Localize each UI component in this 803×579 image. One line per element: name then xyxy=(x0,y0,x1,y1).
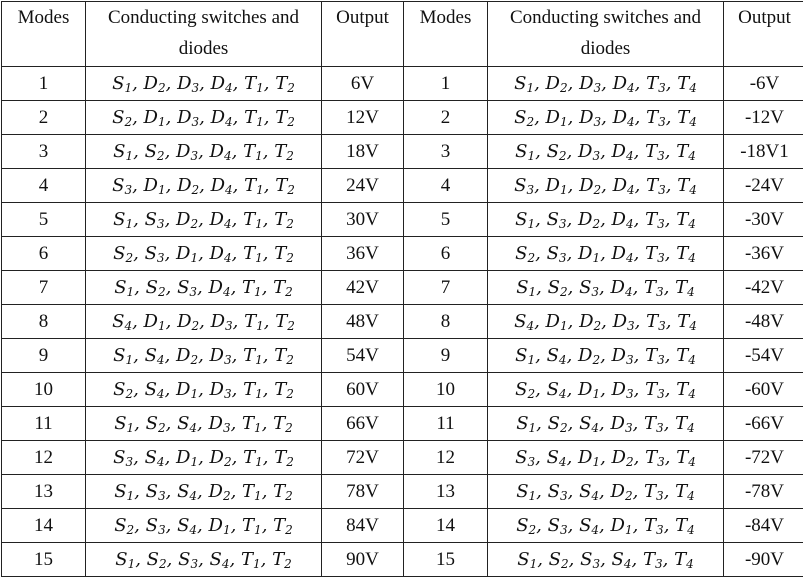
switches-cell-negative: $S_4$, $D_1$, $D_2$, $D_3$, $T_3$, $T_4$ xyxy=(488,305,724,339)
output-cell-positive: 60V xyxy=(322,373,404,407)
table-row xyxy=(2,169,803,203)
table-row xyxy=(2,509,803,543)
switches-cell-positive: $S_1$, $D_2$, $D_3$, $D_4$, $T_1$, $T_2$ xyxy=(86,67,322,101)
table-row xyxy=(2,339,803,373)
mode-cell-negative: 8 xyxy=(404,305,488,339)
table-row xyxy=(2,135,803,169)
switches-cell-negative: $S_1$, $S_4$, $D_2$, $D_3$, $T_3$, $T_4$ xyxy=(488,339,724,373)
switches-cell-positive: $S_1$, $S_4$, $D_2$, $D_3$, $T_1$, $T_2$ xyxy=(86,339,322,373)
mode-cell-negative: 5 xyxy=(404,203,488,237)
output-cell-positive: 6V xyxy=(322,67,404,101)
mode-cell-positive: 5 xyxy=(2,203,86,237)
output-cell-negative: -66V xyxy=(724,407,803,441)
mode-cell-positive: 12 xyxy=(2,441,86,475)
output-cell-negative: -18V1 xyxy=(724,135,803,169)
output-cell-positive: 18V xyxy=(322,135,404,169)
switches-cell-negative: $S_1$, $D_2$, $D_3$, $D_4$, $T_3$, $T_4$ xyxy=(488,67,724,101)
output-cell-negative: -36V xyxy=(724,237,803,271)
output-cell-positive: 36V xyxy=(322,237,404,271)
switches-cell-negative: $S_2$, $S_4$, $D_1$, $D_3$, $T_3$, $T_4$ xyxy=(488,373,724,407)
mode-cell-negative: 10 xyxy=(404,373,488,407)
switches-cell-positive: $S_1$, $S_3$, $S_4$, $D_2$, $T_1$, $T_2$ xyxy=(86,475,322,509)
output-cell-positive: 66V xyxy=(322,407,404,441)
header-modes-negative: Modes xyxy=(404,2,488,67)
switches-cell-positive: $S_1$, $S_2$, $D_3$, $D_4$, $T_1$, $T_2$ xyxy=(86,135,322,169)
switches-cell-positive: $S_2$, $S_3$, $S_4$, $D_1$, $T_1$, $T_2$ xyxy=(86,509,322,543)
mode-cell-positive: 6 xyxy=(2,237,86,271)
mode-cell-positive: 2 xyxy=(2,101,86,135)
header-row xyxy=(2,2,803,67)
switches-cell-positive: $S_1$, $S_3$, $D_2$, $D_4$, $T_1$, $T_2$ xyxy=(86,203,322,237)
output-cell-positive: 48V xyxy=(322,305,404,339)
output-cell-negative: -6V xyxy=(724,67,803,101)
switches-cell-negative: $S_2$, $S_3$, $D_1$, $D_4$, $T_3$, $T_4$ xyxy=(488,237,724,271)
table-row xyxy=(2,67,803,101)
table-row xyxy=(2,543,803,577)
mode-cell-positive: 9 xyxy=(2,339,86,373)
switches-cell-positive: $S_1$, $S_2$, $S_3$, $S_4$, $T_1$, $T_2$ xyxy=(86,543,322,577)
switches-cell-negative: $S_1$, $S_3$, $S_4$, $D_2$, $T_3$, $T_4$ xyxy=(488,475,724,509)
switches-cell-negative: $S_1$, $S_3$, $D_2$, $D_4$, $T_3$, $T_4$ xyxy=(488,203,724,237)
mode-cell-positive: 11 xyxy=(2,407,86,441)
mode-cell-negative: 3 xyxy=(404,135,488,169)
table-body xyxy=(2,67,803,577)
mode-cell-positive: 4 xyxy=(2,169,86,203)
switches-cell-negative: $S_3$, $S_4$, $D_1$, $D_2$, $T_3$, $T_4$ xyxy=(488,441,724,475)
table-row xyxy=(2,475,803,509)
output-cell-negative: -84V xyxy=(724,509,803,543)
switches-cell-positive: $S_3$, $D_1$, $D_2$, $D_4$, $T_1$, $T_2$ xyxy=(86,169,322,203)
output-cell-positive: 42V xyxy=(322,271,404,305)
switches-cell-negative: $S_1$, $S_2$, $S_3$, $D_4$, $T_3$, $T_4$ xyxy=(488,271,724,305)
mode-cell-positive: 7 xyxy=(2,271,86,305)
mode-cell-negative: 14 xyxy=(404,509,488,543)
table-row xyxy=(2,373,803,407)
output-cell-positive: 90V xyxy=(322,543,404,577)
header-output-negative: Output xyxy=(724,2,803,67)
table-row xyxy=(2,441,803,475)
output-cell-positive: 30V xyxy=(322,203,404,237)
table-row xyxy=(2,203,803,237)
output-cell-negative: -30V xyxy=(724,203,803,237)
mode-cell-positive: 14 xyxy=(2,509,86,543)
header-switches-positive: Conducting switches and diodes xyxy=(86,2,322,67)
switches-cell-positive: $S_2$, $D_1$, $D_3$, $D_4$, $T_1$, $T_2$ xyxy=(86,101,322,135)
header-modes-positive: Modes xyxy=(2,2,86,67)
switches-cell-positive: $S_1$, $S_2$, $S_4$, $D_3$, $T_1$, $T_2$ xyxy=(86,407,322,441)
output-cell-positive: 24V xyxy=(322,169,404,203)
switches-cell-negative: $S_1$, $S_2$, $D_3$, $D_4$, $T_3$, $T_4$ xyxy=(488,135,724,169)
output-cell-positive: 54V xyxy=(322,339,404,373)
mode-cell-positive: 13 xyxy=(2,475,86,509)
output-cell-positive: 84V xyxy=(322,509,404,543)
mode-cell-negative: 2 xyxy=(404,101,488,135)
output-cell-positive: 78V xyxy=(322,475,404,509)
table-row xyxy=(2,305,803,339)
switches-cell-positive: $S_4$, $D_1$, $D_2$, $D_3$, $T_1$, $T_2$ xyxy=(86,305,322,339)
mode-cell-negative: 9 xyxy=(404,339,488,373)
mode-cell-positive: 3 xyxy=(2,135,86,169)
header-switches-negative: Conducting switches and diodes xyxy=(488,2,724,67)
mode-cell-positive: 8 xyxy=(2,305,86,339)
mode-cell-positive: 15 xyxy=(2,543,86,577)
table-row xyxy=(2,407,803,441)
mode-cell-positive: 1 xyxy=(2,67,86,101)
mode-cell-negative: 7 xyxy=(404,271,488,305)
switches-cell-negative: $S_2$, $S_3$, $S_4$, $D_1$, $T_3$, $T_4$ xyxy=(488,509,724,543)
switches-cell-negative: $S_1$, $S_2$, $S_4$, $D_3$, $T_3$, $T_4$ xyxy=(488,407,724,441)
table-row xyxy=(2,271,803,305)
mode-cell-negative: 6 xyxy=(404,237,488,271)
mode-cell-positive: 10 xyxy=(2,373,86,407)
output-cell-negative: -72V xyxy=(724,441,803,475)
mode-cell-negative: 1 xyxy=(404,67,488,101)
output-cell-negative: -42V xyxy=(724,271,803,305)
table-header xyxy=(2,2,803,67)
output-cell-positive: 12V xyxy=(322,101,404,135)
switches-cell-negative: $S_3$, $D_1$, $D_2$, $D_4$, $T_3$, $T_4$ xyxy=(488,169,724,203)
output-cell-negative: -12V xyxy=(724,101,803,135)
mode-cell-negative: 15 xyxy=(404,543,488,577)
switches-cell-positive: $S_2$, $S_4$, $D_1$, $D_3$, $T_1$, $T_2$ xyxy=(86,373,322,407)
switches-cell-negative: $S_1$, $S_2$, $S_3$, $S_4$, $T_3$, $T_4$ xyxy=(488,543,724,577)
output-cell-negative: -78V xyxy=(724,475,803,509)
mode-cell-negative: 4 xyxy=(404,169,488,203)
switches-cell-positive: $S_3$, $S_4$, $D_1$, $D_2$, $T_1$, $T_2$ xyxy=(86,441,322,475)
mode-cell-negative: 13 xyxy=(404,475,488,509)
output-cell-negative: -24V xyxy=(724,169,803,203)
switches-cell-negative: $S_2$, $D_1$, $D_3$, $D_4$, $T_3$, $T_4$ xyxy=(488,101,724,135)
output-cell-negative: -60V xyxy=(724,373,803,407)
output-cell-positive: 72V xyxy=(322,441,404,475)
mode-cell-negative: 11 xyxy=(404,407,488,441)
switching-modes-table xyxy=(1,1,803,577)
table-row xyxy=(2,101,803,135)
switches-cell-positive: $S_1$, $S_2$, $S_3$, $D_4$, $T_1$, $T_2$ xyxy=(86,271,322,305)
table-row xyxy=(2,237,803,271)
output-cell-negative: -54V xyxy=(724,339,803,373)
header-output-positive: Output xyxy=(322,2,404,67)
output-cell-negative: -90V xyxy=(724,543,803,577)
output-cell-negative: -48V xyxy=(724,305,803,339)
mode-cell-negative: 12 xyxy=(404,441,488,475)
switches-cell-positive: $S_2$, $S_3$, $D_1$, $D_4$, $T_1$, $T_2$ xyxy=(86,237,322,271)
